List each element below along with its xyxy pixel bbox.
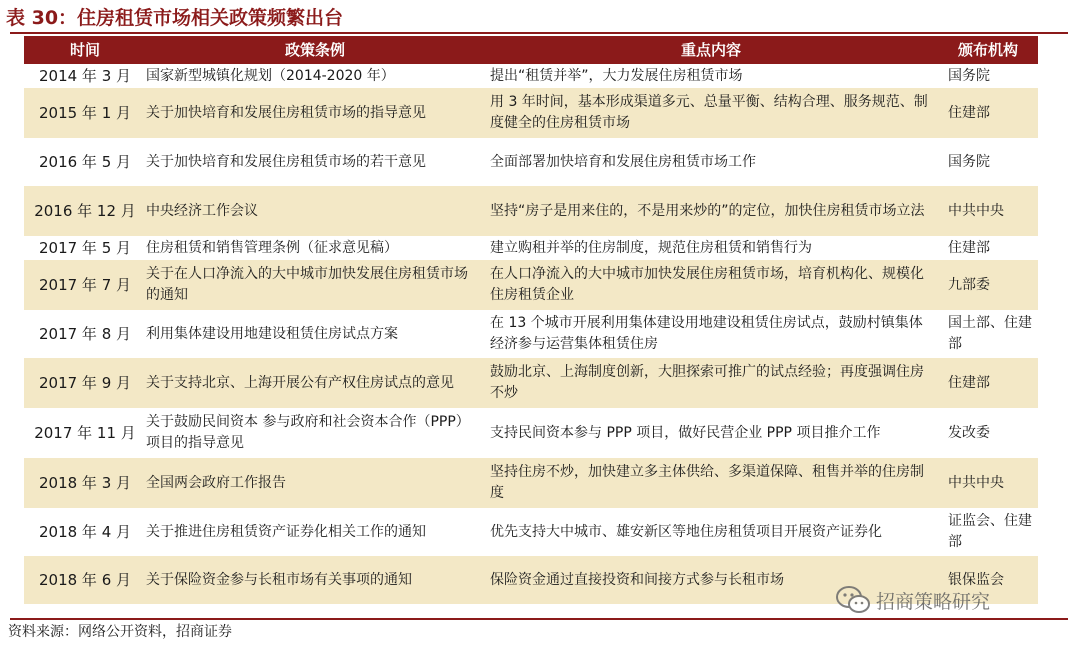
header-policy: 政策条例 (284, 41, 345, 59)
cell-content: 坚持“房子是用来住的，不是用来炒的”的定位，加快住房租赁市场立法 (490, 202, 925, 219)
table-row (24, 260, 1038, 310)
cell-policy: 关于支持北京、上海开展公有产权住房试点的意见 (146, 374, 454, 391)
table-row (24, 408, 1038, 458)
cell-time: 2018 年 6 月 (38, 570, 132, 589)
watermark-text: 招商策略研究 (876, 590, 991, 613)
cell-policy: 关于推进住房租赁资产证券化相关工作的通知 (146, 523, 426, 540)
cell-policy: 住房租赁和销售管理条例（征求意见稿） (146, 239, 398, 256)
cell-content: 坚持住房不炒，加快建立多主体供给、多渠道保障、租售并举的住房制度 (490, 464, 924, 501)
cell-org: 住建部 (948, 374, 990, 391)
cell-time: 2017 年 9 月 (38, 373, 132, 392)
cell-policy: 关于保险资金参与长租市场有关事项的通知 (146, 571, 412, 588)
header-time: 时间 (69, 41, 100, 59)
cell-org: 国务院 (948, 153, 990, 170)
cell-content: 全面部署加快培育和发展住房租赁市场工作 (490, 153, 756, 170)
table-row (24, 88, 1038, 138)
cell-org: 九部委 (948, 276, 990, 293)
table-row (24, 186, 1038, 236)
cell-content: 建立购租并举的住房制度，规范住房租赁和销售行为 (490, 239, 812, 256)
cell-time: 2016 年 5 月 (38, 152, 132, 171)
table-row (24, 310, 1038, 358)
cell-policy: 关于鼓励民间资本 参与政府和社会资本合作（PPP）项目的指导意见 (146, 414, 470, 451)
title-divider (10, 32, 1068, 34)
cell-time: 2018 年 4 月 (38, 522, 132, 541)
policy-table (24, 36, 1038, 604)
cell-policy: 中央经济工作会议 (146, 202, 258, 219)
header-org: 颁布机构 (957, 41, 1018, 59)
cell-time: 2018 年 3 月 (38, 473, 132, 492)
cell-org: 国土部、住建部 (948, 315, 1032, 352)
cell-content: 用 3 年时间，基本形成渠道多元、总量平衡、结构合理、服务规范、制度健全的住房租赁市场 (490, 94, 928, 131)
table-row (24, 508, 1038, 556)
table-row (24, 358, 1038, 408)
cell-org: 国务院 (948, 67, 990, 84)
cell-org: 中共中央 (948, 202, 1004, 219)
cell-policy: 关于加快培育和发展住房租赁市场的指导意见 (146, 104, 426, 121)
cell-content: 提出“租赁并举”，大力发展住房租赁市场 (490, 67, 743, 84)
cell-policy: 国家新型城镇化规划（2014-2020 年） (146, 67, 395, 84)
cell-org: 银保监会 (948, 571, 1004, 588)
cell-time: 2017 年 5 月 (38, 238, 132, 257)
source-note: 资料来源：网络公开资料，招商证券 (8, 624, 232, 640)
cell-content: 优先支持大中城市、雄安新区等地住房租赁项目开展资产证券化 (490, 523, 882, 540)
cell-time: 2014 年 3 月 (38, 66, 132, 85)
cell-org: 住建部 (948, 239, 990, 256)
cell-org: 发改委 (948, 424, 990, 441)
cell-org: 住建部 (948, 104, 990, 121)
table-title: 表 30：住房租赁市场相关政策频繁出台 (6, 7, 344, 29)
cell-time: 2017 年 7 月 (38, 275, 132, 294)
cell-content: 保险资金通过直接投资和间接方式参与长租市场 (490, 571, 784, 588)
cell-policy: 关于在人口净流入的大中城市加快发展住房租赁市场的通知 (146, 266, 468, 303)
cell-policy: 关于加快培育和发展住房租赁市场的若干意见 (146, 153, 426, 170)
cell-policy: 全国两会政府工作报告 (146, 474, 286, 491)
header-content: 重点内容 (680, 41, 741, 59)
cell-time: 2017 年 11 月 (34, 423, 136, 442)
cell-policy: 利用集体建设用地建设租赁住房试点方案 (146, 325, 398, 342)
cell-content: 支持民间资本参与 PPP 项目，做好民营企业 PPP 项目推介工作 (490, 424, 881, 441)
cell-time: 2015 年 1 月 (38, 103, 132, 122)
cell-content: 在 13 个城市开展利用集体建设用地建设租赁住房试点，鼓励村镇集体经济参与运营集体租赁住房 (490, 315, 923, 352)
table-header-row (24, 36, 1038, 64)
cell-time: 2017 年 8 月 (38, 324, 132, 343)
table-row (24, 458, 1038, 508)
table-row (24, 236, 1038, 260)
cell-org: 证监会、住建部 (948, 513, 1032, 550)
cell-time: 2016 年 12 月 (34, 201, 136, 220)
cell-content: 鼓励北京、上海制度创新，大胆探索可推广的试点经验；再度强调住房不炒 (490, 364, 924, 401)
wechat-icon (836, 585, 870, 615)
cell-org: 中共中央 (948, 474, 1004, 491)
bottom-divider (10, 618, 1068, 620)
watermark (836, 582, 990, 618)
table-row (24, 138, 1038, 186)
cell-content: 在人口净流入的大中城市加快发展住房租赁市场，培育机构化、规模化住房租赁企业 (490, 266, 924, 303)
table-row (24, 64, 1038, 88)
